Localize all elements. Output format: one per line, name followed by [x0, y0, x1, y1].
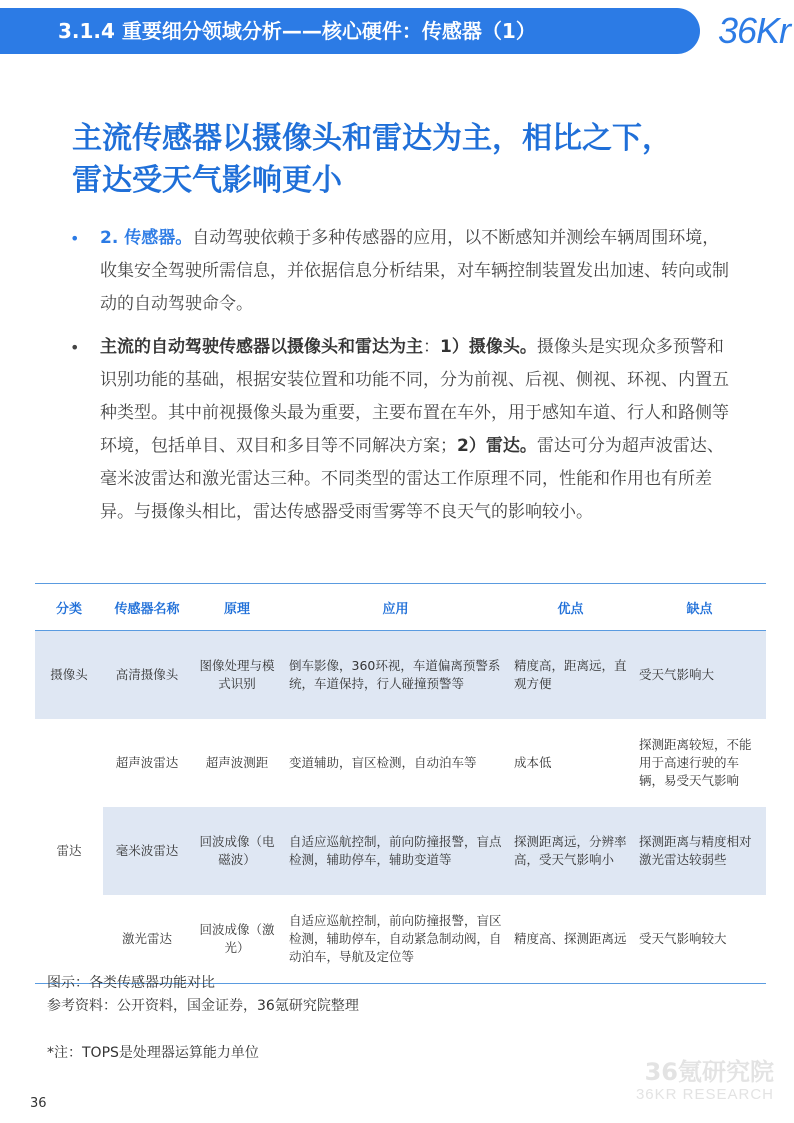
cell-disadvantages: 探测距离与精度相对激光雷达较弱些 [633, 807, 766, 895]
cell-application: 自适应巡航控制，前向防撞报警，盲区检测，辅助停车，自动紧急制动阀，自动泊车，导航及定位等 [289, 913, 502, 964]
cell-sensor-name: 超声波雷达 [115, 755, 179, 770]
cell-principle: 图像处理与模式识别 [191, 631, 283, 720]
table-row [35, 631, 766, 720]
cell-disadvantages: 受天气影响较大 [639, 931, 727, 946]
header-advantages: 优点 [557, 601, 584, 617]
bullet-lead: 主流的自动驾驶传感器以摄像头和雷达为主 [100, 337, 423, 357]
cell-sensor-name: 激光雷达 [121, 931, 172, 946]
bullet-text: 自动驾驶依赖于多种传感器的应用，以不断感知并测绘车辆周围环境，收集安全驾驶所需信息，并依据信息分析结果，对车辆控制装置发出加速、转向或制动的自动驾驶命令。 [100, 228, 729, 314]
cell-principle: 超声波测距 [205, 755, 269, 770]
header-principle: 原理 [223, 601, 250, 617]
caption-title: 图示：各类传感器功能对比 [47, 975, 215, 991]
cell-sensor-name: 高清摄像头 [103, 631, 191, 720]
cell-disadvantages: 受天气影响大 [633, 631, 766, 720]
table-row [35, 807, 766, 895]
bullet-separator: ： [423, 337, 440, 357]
caption-source: 参考资料：公开资料，国金证券，36氪研究院整理 [47, 998, 359, 1014]
logo-36kr: 36Kr [717, 10, 790, 51]
section-title: 3.1.4 重要细分领域分析——核心硬件：传感器（1） [58, 19, 536, 43]
cell-category [35, 719, 103, 807]
sub-label-radar: 2）雷达。 [457, 436, 537, 456]
watermark-line-2: 36KR RESEARCH [635, 1086, 774, 1103]
cell-application: 倒车影像，360环视，车道偏离预警系统，车道保持，行人碰撞预警等 [283, 631, 508, 720]
header-application: 应用 [382, 601, 409, 617]
sub-label-camera: 1）摄像头。 [440, 337, 537, 357]
table-header-row [35, 584, 766, 631]
figure-caption [47, 972, 359, 1018]
cell-principle: 回波成像（激光） [199, 922, 275, 955]
sub-text-radar: 雷达可分为超声波雷达、毫米波雷达和激光雷达三种。不同类型的雷达工作原理不同，性能和作用也有所差异。与摄像头相比，雷达传感器受雨雪雾等不良天气的影响较小。 [100, 436, 724, 522]
cell-category [35, 895, 103, 984]
table-row [35, 895, 766, 984]
cell-advantages: 成本低 [514, 755, 552, 770]
page-heading-line-1: 主流传感器以摄像头和雷达为主，相比之下， [72, 121, 672, 156]
bullet-dot-icon: • [70, 229, 80, 248]
page-heading [72, 118, 732, 202]
cell-advantages: 精度高、探测距离远 [514, 931, 627, 946]
header-sensor-name: 传感器名称 [114, 601, 180, 617]
table-row [35, 719, 766, 807]
sensor-comparison-table [35, 583, 766, 984]
sensor-comparison-table-wrap [35, 583, 766, 984]
page-number: 36 [30, 1096, 47, 1111]
header-disadvantages: 缺点 [686, 601, 713, 617]
cell-disadvantages: 探测距离较短，不能用于高速行驶的车辆，易受天气影响 [639, 737, 752, 788]
header-category: 分类 [55, 601, 82, 617]
bullet-dot-icon: • [70, 338, 80, 357]
footnote: *注：TOPS是处理器运算能力单位 [47, 1045, 259, 1061]
cell-application: 变道辅助，盲区检测，自动泊车等 [289, 755, 477, 770]
bullet-item-mainstream [70, 331, 730, 529]
watermark-logo [636, 1058, 774, 1103]
watermark-line-1: 36氪研究院 [644, 1058, 774, 1086]
cell-principle: 回波成像（电磁波） [191, 807, 283, 895]
cell-advantages: 精度高，距离远，直观方便 [508, 631, 633, 720]
bullet-list [70, 222, 730, 539]
sub-text-camera: 摄像头是实现众多预警和识别功能的基础，根据安装位置和功能不同，分为前视、后视、侧视、环视、内置五种类型。其中前视摄像头最为重要，主要布置在车外，用于感知车道、行人和路侧等环境，包括单目、双目和多目等不同解决方案； [100, 337, 729, 456]
cell-category: 雷达 [56, 843, 82, 858]
cell-advantages: 探测距离远，分辨率高，受天气影响小 [508, 807, 633, 895]
page-heading-line-2: 雷达受天气影响更小 [72, 163, 342, 198]
bullet-lead: 2. 传感器。 [100, 228, 193, 248]
bullet-item-sensor [70, 222, 730, 321]
cell-sensor-name: 毫米波雷达 [103, 807, 191, 895]
cell-category: 摄像头 [35, 631, 103, 720]
cell-application: 自适应巡航控制，前向防撞报警，盲点检测，辅助停车，辅助变道等 [283, 807, 508, 895]
